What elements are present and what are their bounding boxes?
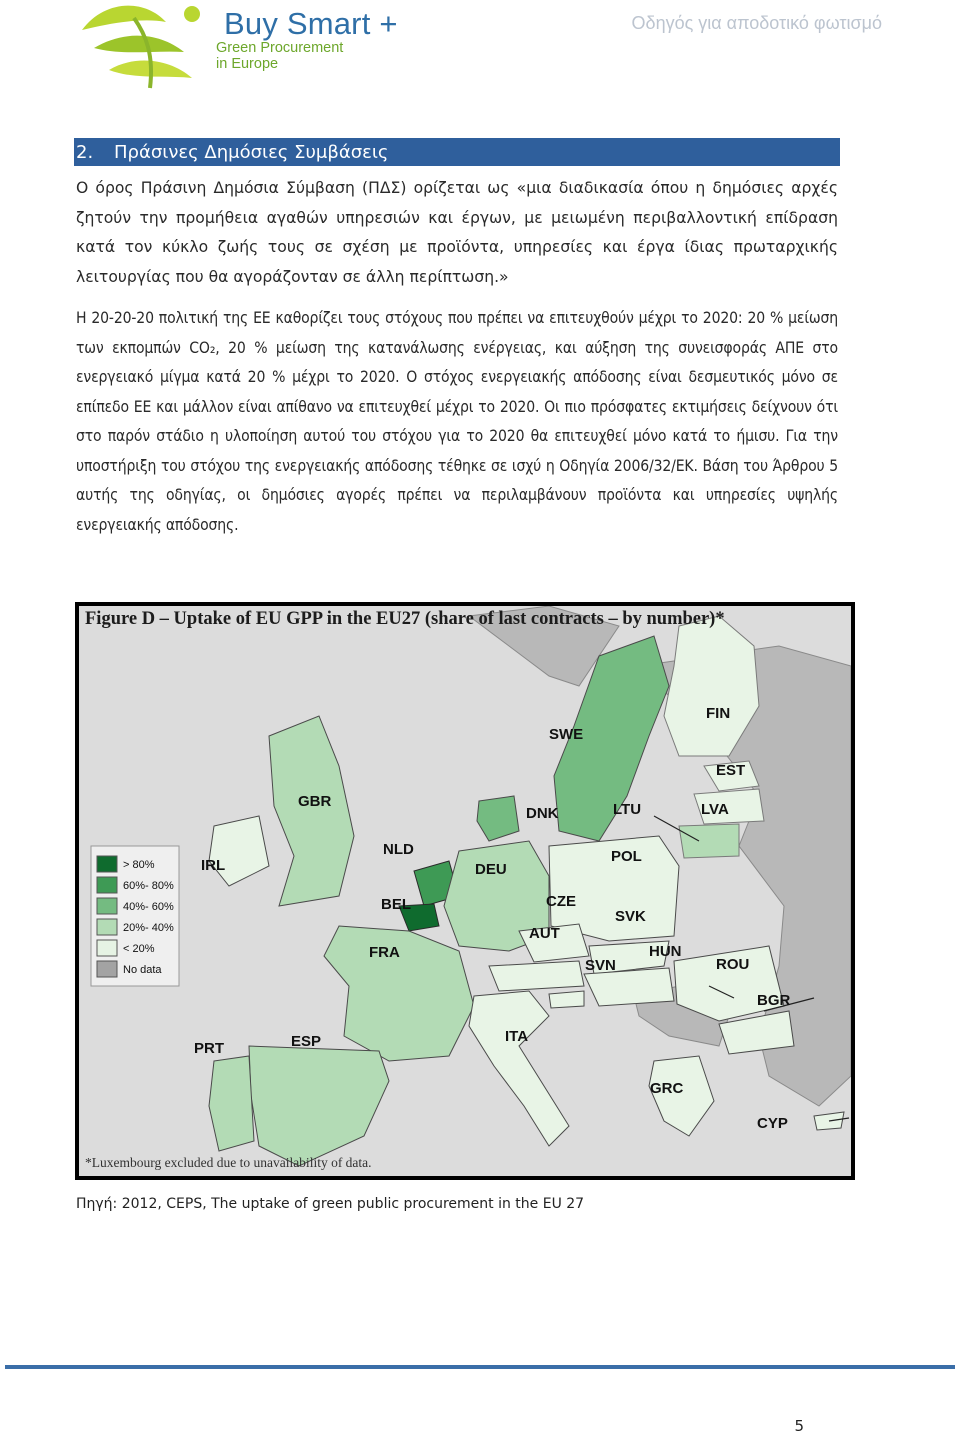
figure-note: *Luxembourg excluded due to unavailability of data. — [85, 1155, 372, 1170]
legend-label: 40%- 60% — [123, 901, 174, 913]
label-cze: CZE — [546, 893, 576, 910]
label-grc: GRC — [650, 1080, 684, 1097]
leaf-logo-icon — [74, 0, 224, 90]
legend-label: > 80% — [123, 859, 155, 871]
buy-smart-logo — [74, 0, 398, 90]
label-pol: POL — [611, 848, 642, 865]
figure-title: Figure D – Uptake of EU GPP in the EU27 (share of last contracts – by number)* — [85, 609, 725, 629]
label-svk: SVK — [615, 908, 646, 925]
legend-swatch — [97, 961, 117, 977]
section-heading — [74, 138, 840, 166]
legend-label: < 20% — [123, 943, 155, 955]
paragraph-definition: Ο όρος Πράσινη Δημόσια Σύμβαση (ΠΔΣ) ορίζεται ως «μια διαδικασία όπου η δημόσιες αρχές ζητούν την προμήθεια αγαθών υπηρεσιών και έργων, με μειωμένη περιβαλλοντική επίδραση κατά τον κύκλο ζωής τους σε σχέση με προϊόντα, υπηρεσίες και έργα ίδιας πρωταρχικής λειτουργίας που θα αγοράζονταν σε άλλη περίπτωση.» — [76, 179, 838, 286]
section-number: 2. — [76, 142, 94, 163]
document-title: Οδηγός για αποδοτικό φωτισμό — [631, 13, 882, 33]
label-irl: IRL — [201, 857, 226, 874]
label-prt: PRT — [194, 1040, 224, 1057]
label-est: EST — [716, 762, 746, 779]
label-esp: ESP — [291, 1033, 322, 1050]
label-deu: DEU — [475, 861, 507, 878]
legend-label: 20%- 40% — [123, 922, 174, 934]
figure-inner — [79, 606, 851, 1176]
paragraph-policy: Η 20-20-20 πολιτική της ΕΕ καθορίζει τους στόχους που πρέπει να επιτευχθούν μέχρι το 2020: 20 % μείωση των εκπομπών CO₂, 20 % μείωση της κατανάλωσης ενέργειας, και αύξηση της συνεισφοράς ΑΠΕ στο ενεργειακό μίγμα κατά 20 % μέχρι το 2020. Ο στόχος ενεργειακής απόδοσης είναι δεσμευτικός μόνο σε επίπεδο ΕΕ και μάλλον είναι απίθανο να επιτευχθεί μέχρι το 2020. Οι πιο πρόσφατες εκτιμήσεις δείχνουν ότι στο παρόν στάδιο η υλοποίηση αυτού του στόχου για το 2020 θα επιτευχθεί μόνο κατά το ήμισυ. Για την υποστήριξη του στόχου της ενεργειακής απόδοσης τέθηκε σε ισχύ η Οδηγία 2006/32/ΕΚ. Βάση του Άρθρου 5 αυτής της οδηγίας, οι δημόσιες αγορές πρέπει να περιλαμβάνουν προϊόντα και υπηρεσίες υψηλής ενεργειακής απόδοσης. — [76, 309, 838, 534]
label-ita: ITA — [505, 1028, 529, 1045]
figure-map — [75, 602, 855, 1180]
label-ltu: LTU — [613, 801, 642, 818]
figure-source: Πηγή: 2012, CEPS, The uptake of green public procurement in the EU 27 — [76, 1196, 585, 1212]
legend-swatch — [97, 919, 117, 935]
country-aut — [489, 961, 584, 991]
label-aut: AUT — [529, 925, 560, 942]
legend-swatch — [97, 856, 117, 872]
legend-swatch — [97, 898, 117, 914]
country-ltu — [679, 824, 739, 858]
footer-divider — [5, 1365, 955, 1369]
country-prt — [209, 1056, 254, 1151]
label-hun: HUN — [649, 943, 682, 960]
label-cyp: CYP — [757, 1115, 788, 1132]
label-svn: SVN — [585, 957, 616, 974]
section-title: Πράσινες Δημόσιες Συμβάσεις — [114, 142, 389, 163]
map-legend — [91, 846, 179, 986]
label-fra: FRA — [369, 944, 400, 961]
label-rou: ROU — [716, 956, 750, 973]
label-dnk: DNK — [526, 805, 559, 822]
label-bel: BEL — [381, 896, 411, 913]
logo-subtitle — [216, 40, 343, 72]
europe-map — [79, 606, 851, 1176]
legend-swatch — [97, 877, 117, 893]
legend-swatch — [97, 940, 117, 956]
logo-subtitle-line1: Green Procurement — [216, 40, 344, 56]
legend-label: 60%- 80% — [123, 880, 174, 892]
label-fin: FIN — [706, 705, 731, 722]
label-bgr: BGR — [757, 992, 791, 1009]
country-svn — [549, 991, 584, 1008]
logo-subtitle-line2: in Europe — [216, 56, 279, 72]
label-lva: LVA — [701, 801, 729, 818]
label-gbr: GBR — [298, 793, 332, 810]
label-swe: SWE — [549, 726, 584, 743]
logo-title: Buy Smart + — [224, 6, 398, 41]
page-number: 5 — [794, 1417, 804, 1435]
legend-label: No data — [123, 964, 162, 976]
label-nld: NLD — [383, 841, 414, 858]
